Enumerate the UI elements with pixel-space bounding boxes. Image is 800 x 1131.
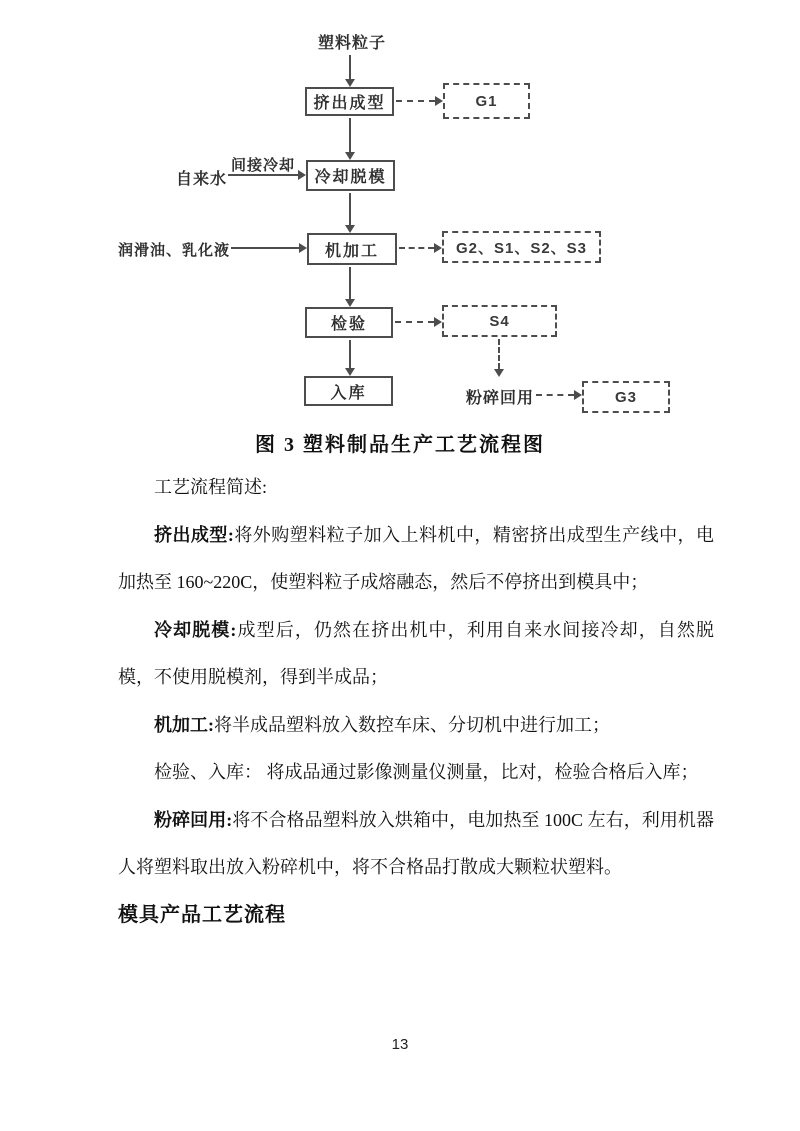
arrow-inspection-to-s4 [395,321,434,323]
intro-line: 工艺流程简述: [154,477,268,497]
arrowhead-right-icon [434,317,442,327]
flow-node-extrusion: 挤出成型 [305,87,394,116]
arrow-s4-to-recycle [498,339,500,369]
arrow-inspection-to-warehouse [349,340,351,369]
recycle-label: 粉碎回用 [466,390,535,407]
arrow-lubricant-to-machining [231,247,299,249]
arrow-tapwater-to-cooling [228,174,298,176]
arrowhead-right-icon [574,390,582,400]
arrowhead-down-icon [345,299,355,307]
input-label-lubricant: 润滑油、乳化液 [118,242,231,259]
waste-node-s4: S4 [442,305,557,337]
paragraph-text: 将不合格品塑料放入烘箱中，电加热至 100C 左右，利用机器人将塑料取出放入粉碎机中，将不合格品打散成大颗粒状塑料。 [118,809,714,877]
paragraph-text: 成型后，仍然在挤出机中，利用自来水间接冷却，自然脱模，不使用脱模剂，得到半成品； [118,619,715,687]
arrowhead-right-icon [435,96,443,106]
input-label-tap-water: 自来水 [176,171,228,188]
arrowhead-right-icon [298,170,306,180]
figure-caption: 图 3 塑料制品生产工艺流程图 [255,434,545,456]
paragraph-inspection [118,749,714,797]
arrowhead-down-icon [345,225,355,233]
paragraph-recycle [118,797,714,892]
arrowhead-down-icon [345,368,355,376]
arrow-recycle-to-g3 [536,394,574,396]
arrow-machining-to-waste [399,247,434,249]
paragraph-text: 检验、入库： 将成品通过影像测量仪测量，比对，检验合格后入库； [154,762,699,782]
arrow-cooling-to-machining [349,193,351,226]
process-description [118,464,714,939]
waste-node-g2s1s2s3: G2、S1、S2、S3 [442,231,601,263]
paragraph-machining [118,702,714,750]
arrow-extrusion-to-g1 [396,100,435,102]
paragraph-text: 将外购塑料粒子加入上料机中，精密挤出成型生产线中，电加热至 160~220C，使塑料粒子成熔融态，然后不停挤出到模具中； [118,524,715,592]
paragraph-cooling [118,607,714,702]
arrowhead-right-icon [434,243,442,253]
flow-node-machining: 机加工 [307,233,397,265]
arrowhead-down-icon [494,369,504,377]
edge-label-indirect-cooling: 间接冷却 [231,157,296,174]
arrow-extrusion-to-cooling [349,118,351,153]
arrow-machining-to-inspection [349,267,351,300]
paragraph-lead: 冷却脱模: [154,619,237,640]
process-flowchart [0,0,800,430]
page-number: 13 [391,1036,409,1053]
arrowhead-right-icon [299,243,307,253]
paragraph-lead: 粉碎回用: [154,809,233,830]
paragraph-text: 将半成品塑料放入数控车床、分切机中进行加工； [214,714,610,735]
paragraph-lead: 机加工: [154,714,214,735]
flow-node-inspection: 检验 [305,307,393,338]
flow-node-warehouse: 入库 [304,376,393,406]
arrow-source-to-extrusion [349,55,351,80]
arrowhead-down-icon [345,152,355,160]
paragraph-extrusion [118,512,714,607]
section-heading: 模具产品工艺流程 [118,903,286,926]
waste-node-g3: G3 [582,381,670,413]
flow-node-cooling: 冷却脱模 [306,160,395,191]
waste-node-g1: G1 [443,83,530,119]
flow-source-label: 塑料粒子 [317,35,386,52]
arrowhead-down-icon [345,79,355,87]
paragraph-lead: 挤出成型: [154,524,234,545]
